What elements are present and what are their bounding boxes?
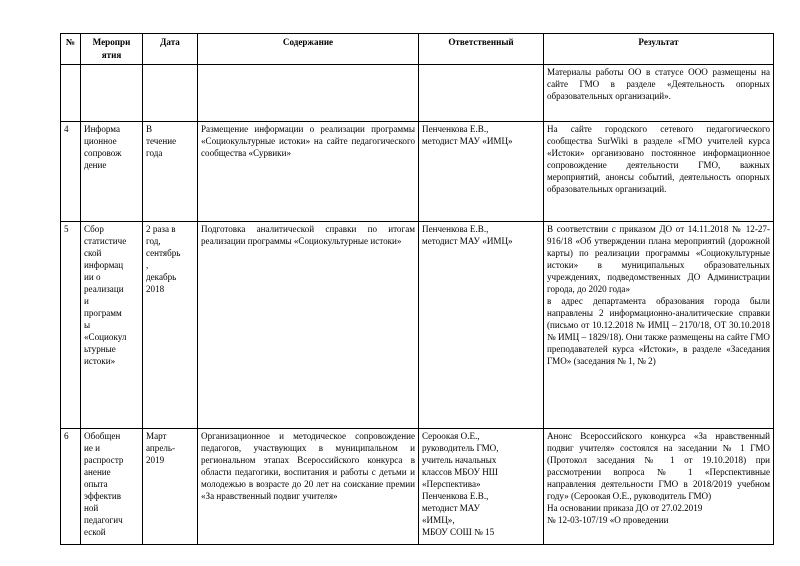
cell-number: 6 xyxy=(61,429,81,545)
cell-event xyxy=(81,65,143,122)
event-line: еской xyxy=(84,527,106,538)
result-paragraph: в адрес департамента образования города были направлены 2 информационно-аналитические справки (письмо от 10.12.2018 № ИМЦ – 2170/18, ОТ 30.10.2018 № ИМЦ – 1829/18). Они также размещены на сайте ГМО преподавателей курса «Истоки», в разделе «Заседания ГМО» (заседания № 1, № 2) xyxy=(547,296,770,367)
date-line: декабрь xyxy=(146,272,177,283)
responsible-line: классов МБОУ НШ xyxy=(422,467,498,478)
responsible-line: «Перспектива» xyxy=(422,479,481,490)
date-line: сентябрь xyxy=(146,248,181,259)
cell-result: На сайте городского сетевого педагогического сообщества SurWiki в разделе «ГМО учителей курса «Истоки» организовано постоянное информационное сопровождение деятельности ГМО, важных мероприятий, анонсы событий, деятельность опорных образовательных организаций. xyxy=(544,122,774,222)
cell-number xyxy=(61,65,81,122)
column-header-responsible: Ответственный xyxy=(419,34,544,65)
event-line: статистиче xyxy=(84,236,127,247)
responsible-line: Сероокая О.Е., xyxy=(422,431,480,442)
column-header-result: Результат xyxy=(544,34,774,65)
cell-date xyxy=(143,122,198,222)
responsible-line: МБОУ СОШ № 15 xyxy=(422,527,495,538)
cell-responsible xyxy=(419,65,544,122)
responsible-line: Пенченкова Е.В., xyxy=(422,491,489,502)
responsible-line: методист МАУ «ИМЦ» xyxy=(422,136,513,147)
table-row xyxy=(61,222,774,429)
table-row xyxy=(61,65,774,122)
event-line: эффектив xyxy=(84,491,122,502)
cell-date xyxy=(143,429,198,545)
event-line: ии о xyxy=(84,272,101,283)
event-line: Информа xyxy=(84,124,121,135)
plan-table xyxy=(60,33,774,545)
responsible-line: методист МАУ xyxy=(422,503,480,514)
event-line: распростр xyxy=(84,455,124,466)
responsible-line: учитель начальных xyxy=(422,455,497,466)
event-line: ской xyxy=(84,248,102,259)
responsible-line: Пенченкова Е.В., xyxy=(422,224,489,235)
event-line: сопровож xyxy=(84,148,122,159)
cell-content xyxy=(198,65,419,122)
event-line: реализаци xyxy=(84,284,124,295)
cell-content: Подготовка аналитической справки по итогам реализации программы «Социокультурные истоки» xyxy=(198,222,419,429)
cell-event xyxy=(81,222,143,429)
cell-result xyxy=(544,429,774,545)
date-line: апрель- xyxy=(146,443,176,454)
result-paragraph: № 12-03-107/19 «О проведении xyxy=(547,515,669,526)
event-line: дение xyxy=(84,160,107,171)
event-line: информац xyxy=(84,260,124,271)
cell-result: Материалы работы ОО в статусе ООО размещены на сайте ГМО в разделе «Деятельность опорных образовательных организаций». xyxy=(544,65,774,122)
date-line: 2019 xyxy=(146,455,165,466)
column-header-event: Меропри ятия xyxy=(81,34,143,65)
date-line: года xyxy=(146,148,163,159)
date-line: В xyxy=(146,124,153,135)
table-header-row xyxy=(61,34,774,65)
responsible-line: методист МАУ «ИМЦ» xyxy=(422,236,513,247)
responsible-line: Пенченкова Е.В., xyxy=(422,124,489,135)
event-line: программ xyxy=(84,308,122,319)
event-line: ы xyxy=(84,320,91,331)
cell-content: Размещение информации о реализации программы «Социокультурные истоки» на сайте педагогического сообщества «Сурвики» xyxy=(198,122,419,222)
cell-event xyxy=(81,429,143,545)
result-paragraph: На основании приказа ДО от 27.02.2019 xyxy=(547,503,703,514)
event-line: Сбор xyxy=(84,224,104,235)
event-line: опыта xyxy=(84,479,108,490)
cell-number: 4 xyxy=(61,122,81,222)
cell-event xyxy=(81,122,143,222)
event-line: ной xyxy=(84,503,99,514)
table-header xyxy=(61,34,774,65)
table-body xyxy=(61,65,774,545)
column-header-number: № xyxy=(61,34,81,65)
event-line: педагогич xyxy=(84,515,123,526)
date-line: 2 раза в xyxy=(146,224,176,235)
event-line: ционное xyxy=(84,136,117,147)
event-line: анение xyxy=(84,467,111,478)
result-paragraph: В соответствии с приказом ДО от 14.11.2018 № 12-27-916/18 «Об утверждении плана мероприятий (дорожной карты) по реализации программы «Социокультурные истоки» в муниципальных образовательных учреждениях, подведомственных ДО Администрации города, до 2020 года» xyxy=(547,224,770,295)
table-row xyxy=(61,429,774,545)
cell-responsible xyxy=(419,429,544,545)
date-line: Март xyxy=(146,431,167,442)
column-header-content: Содержание xyxy=(198,34,419,65)
date-line: течение xyxy=(146,136,177,147)
event-line: и xyxy=(84,296,89,307)
cell-content: Организационное и методическое сопровождение педагогов, участвующих в муниципальном и региональном этапах Всероссийского конкурса в области педагогики, воспитания и работы с детьми и молодежью в возрасте до 20 лет на соискание премии «За нравственный подвиг учителя» xyxy=(198,429,419,545)
cell-result xyxy=(544,222,774,429)
date-line: год, xyxy=(146,236,161,247)
event-line: «Социокул xyxy=(84,332,127,343)
responsible-line: руководитель ГМО, xyxy=(422,443,499,454)
event-line: ие и xyxy=(84,443,101,454)
date-line: 2018 xyxy=(146,284,165,295)
event-line: истоки» xyxy=(84,356,116,367)
cell-responsible xyxy=(419,122,544,222)
event-line: Обобщен xyxy=(84,431,121,442)
column-header-date: Дата xyxy=(143,34,198,65)
result-paragraph: Анонс Всероссийского конкурса «За нравственный подвиг учителя» состоялся на заседании № 1 ГМО (Протокол заседания № 1 от 19.10.2018) при рассмотрении вопроса № 1 «Перспективные направления деятельности ГМО в 2018/2019 учебном году» (Сероокая О.Е., руководитель ГМО) xyxy=(547,431,770,502)
cell-date xyxy=(143,65,198,122)
cell-responsible xyxy=(419,222,544,429)
cell-number: 5 xyxy=(61,222,81,429)
date-line: , xyxy=(146,260,149,271)
responsible-line: «ИМЦ», xyxy=(422,515,455,526)
cell-date xyxy=(143,222,198,429)
table-row xyxy=(61,122,774,222)
event-line: ьтурные xyxy=(84,344,116,355)
